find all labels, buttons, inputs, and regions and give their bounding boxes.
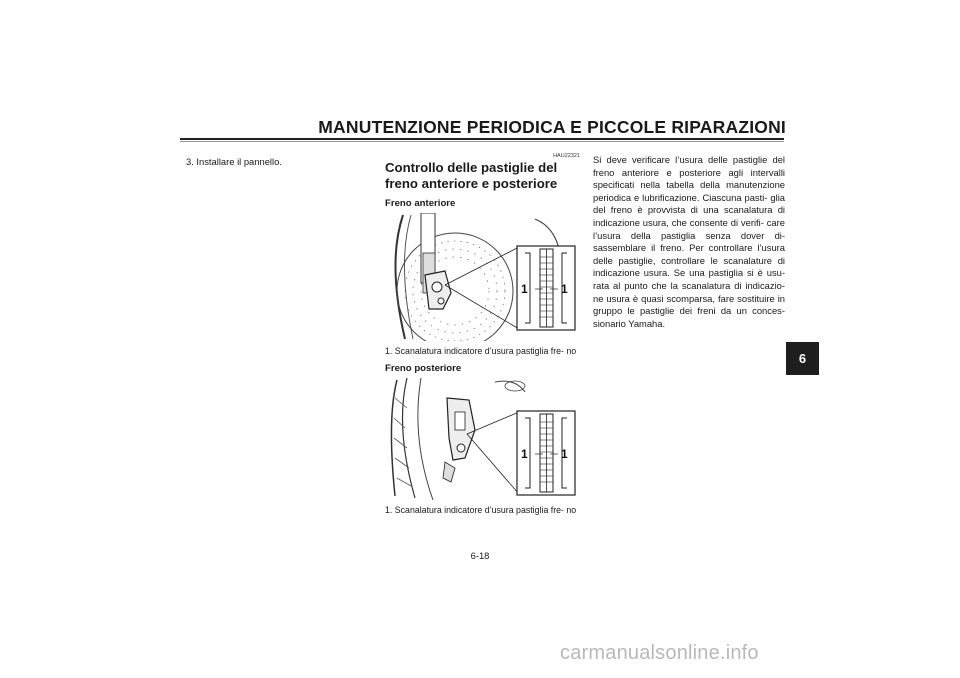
page-number: 6-18	[470, 550, 490, 561]
front-brake-heading: Freno anteriore	[385, 198, 456, 209]
rear-label-left: 1	[521, 446, 528, 461]
front-label-left: 1	[521, 281, 528, 296]
middle-column	[385, 153, 580, 515]
right-column	[593, 154, 785, 330]
rear-label-right: 1	[561, 446, 568, 461]
header-rule	[180, 138, 784, 140]
rear-brake-figure	[385, 378, 577, 500]
left-column	[186, 156, 366, 169]
rear-brake-heading: Freno posteriore	[385, 363, 462, 375]
section-title: Controllo delle pastiglie del freno anteriore e posteriore	[385, 160, 558, 191]
header-rule-thin	[180, 141, 784, 142]
page-header-title: MANUTENZIONE PERIODICA E PICCOLE RIPARAZIONI	[318, 117, 786, 137]
front-brake-figure	[385, 213, 577, 341]
chapter-tab: 6	[786, 342, 819, 375]
body-text: Si deve verificare l’usura delle pastiglie del freno anteriore e posteriore agli intervalli specificati nella tabella della manutenzione periodica e lubrificazione. Ciascuna pasti- glia del freno è provvista di una scanalatura di indicazione usura, che consente di verifi- care l’usura della pastiglia senza dover di- sassemblare il freno. Per controllare l’usura delle pastiglie, controllare le scanalature di indicazione usura. Se una pastiglia si è usu- rata al punto che la scanalatura di indicazio- ne usura è quasi scomparsa, fare sostituire in gruppo le pastiglie dei freni da un conces- sionario Yamaha.	[593, 154, 785, 329]
watermark: carmanualsonline.info	[560, 642, 759, 664]
front-label-right: 1	[561, 281, 568, 296]
rear-caption: 1. Scanalatura indicatore d’usura pastiglia fre- no	[385, 504, 577, 515]
front-caption: 1. Scanalatura indicatore d’usura pastiglia fre- no	[385, 345, 577, 356]
section-code: HAU22321	[553, 153, 580, 159]
step-text: 3. Installare il pannello.	[186, 156, 282, 167]
